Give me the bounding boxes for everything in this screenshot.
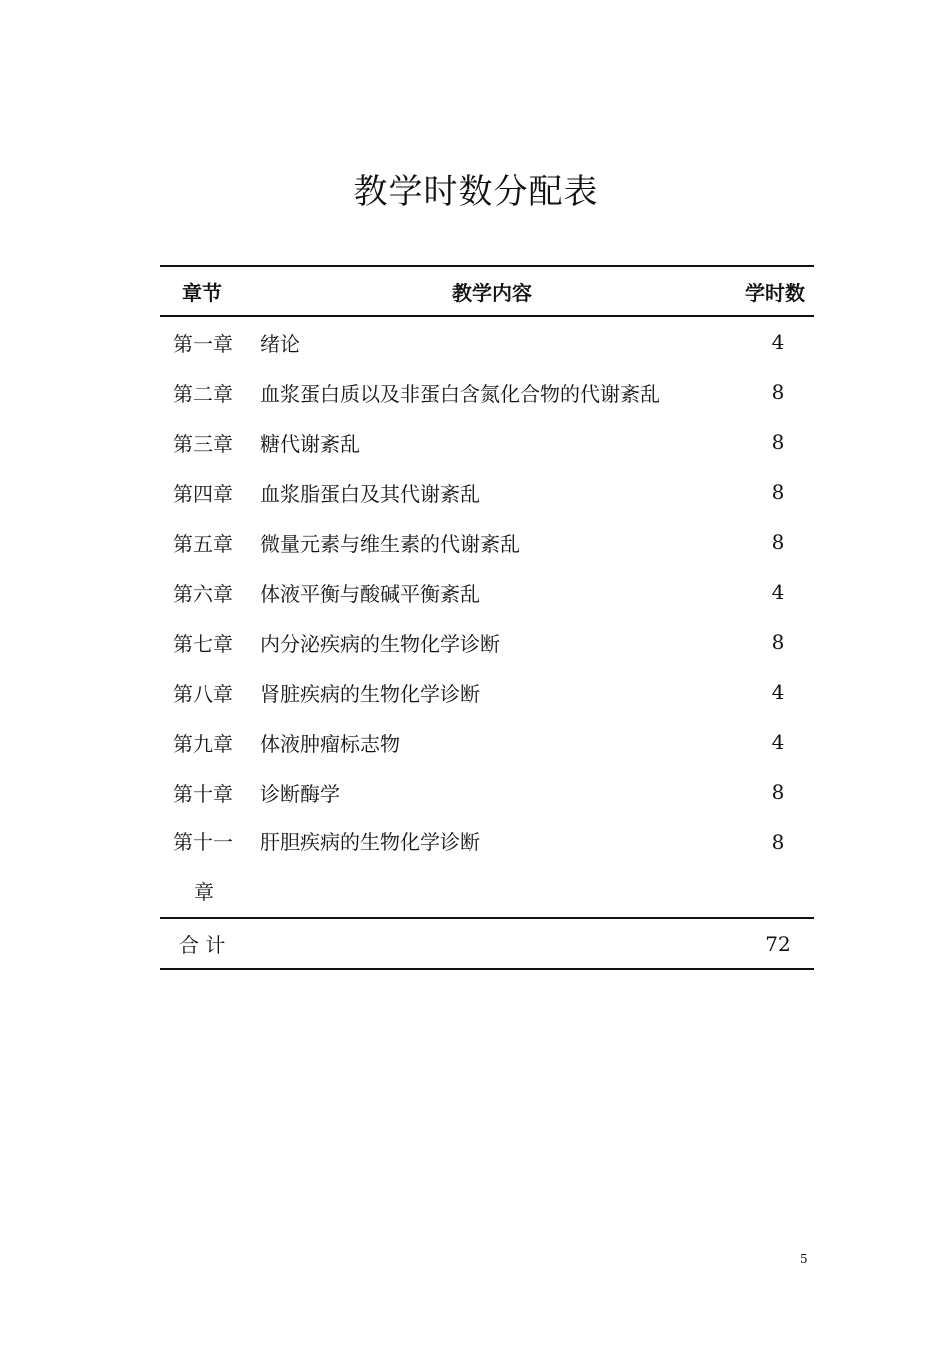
table-row: [160, 767, 814, 817]
row-content: 肝胆疾病的生物化学诊断: [260, 830, 480, 854]
table-header: [160, 266, 814, 316]
row-chapter: 第六章: [173, 581, 233, 606]
row-chapter: 第十章: [173, 781, 233, 806]
table-row: [160, 417, 814, 467]
row-chapter: 第二章: [173, 381, 233, 406]
total-content-empty: [248, 918, 736, 969]
row-hours: 8: [771, 530, 785, 554]
header-hours: 学时数: [745, 280, 805, 305]
row-hours: 4: [771, 330, 785, 354]
row-chapter: 第三章: [173, 431, 233, 456]
hours-allocation-table: [160, 265, 814, 970]
page-number: 5: [800, 1252, 808, 1266]
row-content: 绪论: [260, 331, 300, 356]
header-chapter: 章节: [182, 280, 222, 305]
row-hours: 8: [771, 430, 785, 454]
header-content: 教学内容: [452, 280, 532, 305]
row-hours: 8: [771, 630, 785, 654]
hours-allocation-table-container: [160, 265, 814, 970]
total-hours: 72: [765, 931, 791, 956]
row-hours: 8: [771, 380, 785, 404]
table-row: [160, 667, 814, 717]
row-content: 微量元素与维生素的代谢紊乱: [260, 531, 520, 556]
header-row: [160, 266, 814, 316]
table-row: [160, 567, 814, 617]
row-hours: 8: [771, 480, 785, 504]
row-chapter: 第七章: [173, 631, 233, 656]
row-chapter: 第五章: [173, 531, 233, 556]
row-hours: 4: [771, 680, 785, 704]
row-hours: 4: [771, 730, 785, 754]
row-content: 糖代谢紊乱: [260, 431, 360, 456]
table-row: [160, 316, 814, 367]
row-content: 体液平衡与酸碱平衡紊乱: [260, 581, 480, 606]
table-row: [160, 517, 814, 567]
table-row: [160, 617, 814, 667]
table-row: [160, 717, 814, 767]
total-row: [160, 918, 814, 969]
row-content: 体液肿瘤标志物: [260, 731, 400, 756]
row-chapter-line1: 第十一: [173, 830, 233, 854]
row-content: 诊断酶学: [260, 781, 340, 806]
row-chapter-line2: 章: [194, 880, 214, 904]
row-content: 血浆脂蛋白及其代谢紊乱: [260, 481, 480, 506]
row-hours: 4: [771, 580, 785, 604]
page-title: 教学时数分配表: [353, 172, 599, 212]
table-row: [160, 817, 814, 918]
row-chapter: 第八章: [173, 681, 233, 706]
row-chapter: 第一章: [173, 331, 233, 356]
row-chapter: 第九章: [173, 731, 233, 756]
row-content: 肾脏疾病的生物化学诊断: [260, 681, 480, 706]
row-hours: 8: [771, 830, 785, 854]
row-hours: 8: [771, 780, 785, 804]
total-label: 合 计: [179, 933, 226, 957]
row-content: 血浆蛋白质以及非蛋白含氮化合物的代谢紊乱: [260, 381, 660, 406]
table-row: [160, 367, 814, 417]
row-content: 内分泌疾病的生物化学诊断: [260, 631, 500, 656]
table-row: [160, 467, 814, 517]
table-body: [160, 316, 814, 969]
row-chapter: [160, 817, 248, 918]
row-chapter: 第四章: [173, 481, 233, 506]
